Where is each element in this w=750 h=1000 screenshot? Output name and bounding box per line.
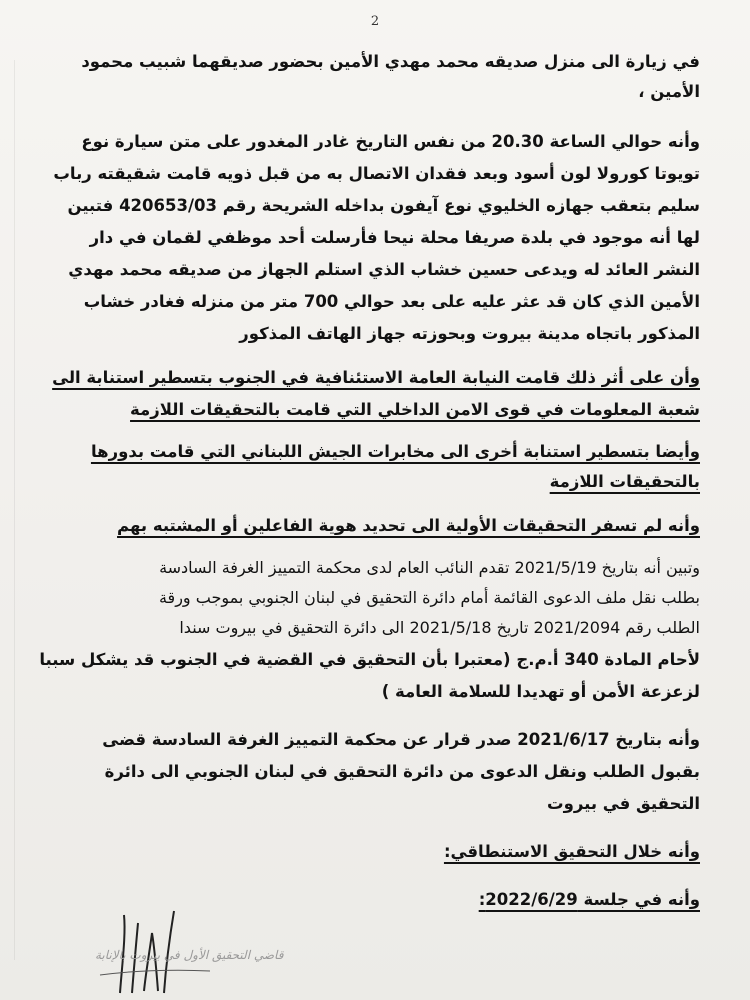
text-line: الأمين الذي كان قد عثر عليه على بعد حوالي 700 متر من منزله فغادر خشاب <box>83 292 700 311</box>
text-line: بقبول الطلب ونقل الدعوى من دائرة التحقيق في لبنان الجنوبي الى دائرة <box>104 762 700 781</box>
text-line: الأمين ، <box>638 82 700 101</box>
text-line: لأحام المادة 340 أ.م.ج (معتبرا بأن التحقيق في القضية في الجنوب قد يشكل سببا <box>39 650 700 669</box>
text-line: الطلب رقم 2021/2094 تاريخ 2021/5/18 الى دائرة التحقيق في بيروت سندا <box>179 618 700 637</box>
text-line: وأنه بتاريخ 2021/6/17 صدر قرار عن محكمة التمييز الغرفة السادسة قضى <box>102 730 700 749</box>
text-line: لها أنه موجود في بلدة صريفا محلة نيحا فأرسلت أحد موظفي لقمان في دار <box>89 228 700 247</box>
section-heading: وأنه خلال التحقيق الاستنطاقي: <box>443 842 700 861</box>
page-edge-shadow <box>14 60 15 960</box>
text-line-underlined: بالتحقيقات اللازمة <box>549 472 700 491</box>
text-line: المذكور باتجاه مدينة بيروت وبحوزته جهاز الهاتف المذكور <box>239 324 700 343</box>
text-line: بطلب نقل ملف الدعوى القائمة أمام دائرة التحقيق في لبنان الجنوبي بموجب ورقة <box>158 588 700 607</box>
page-number: 2 <box>370 14 380 29</box>
text-line: تويوتا كورولا لون أسود وبعد فقدان الاتصال به من قبل ذويه قامت شقيقته رباب <box>53 164 700 183</box>
text-line-underlined: وأيضا بتسطير استنابة أخرى الى مخابرات الجيش اللبناني التي قامت بدورها <box>90 442 700 461</box>
section-heading: وأنه في جلسة 2022/6/29: <box>478 890 700 909</box>
text-line-underlined: وأنه لم تسفر التحقيقات الأولية الى تحديد هوية الفاعلين أو المشتبه بهم <box>117 516 700 535</box>
text-line: وأنه حوالي الساعة 20.30 من نفس التاريخ غادر المغدور على متن سيارة نوع <box>81 132 700 151</box>
text-line: لزعزعة الأمن أو تهديدا للسلامة العامة ) <box>381 682 700 701</box>
text-line-underlined: شعبة المعلومات في قوى الامن الداخلي التي قامت بالتحقيقات اللازمة <box>130 400 700 419</box>
text-line: النشر العائد له ويدعى حسين خشاب الذي استلم الجهاز من صديقه محمد مهدي <box>68 260 700 279</box>
stamp-text: قاضي التحقيق الأول في بيروت بالإنابة <box>95 948 284 962</box>
text-line-underlined: وأن على أثر ذلك قامت النيابة العامة الاستئنافية في الجنوب بتسطير استنابة الى <box>52 368 700 387</box>
text-line: وتبين أنه بتاريخ 2021/5/19 تقدم النائب العام لدى محكمة التمييز الغرفة السادسة <box>159 558 700 577</box>
text-line: في زيارة الى منزل صديقه محمد مهدي الأمين بحضور صديقهما شبيب محمود <box>81 52 700 71</box>
text-line: التحقيق في بيروت <box>547 794 700 813</box>
text-line: سليم بتعقب جهازه الخليوي نوع آيفون بداخله الشريحة رقم 420653/03 فتبين <box>67 196 700 215</box>
